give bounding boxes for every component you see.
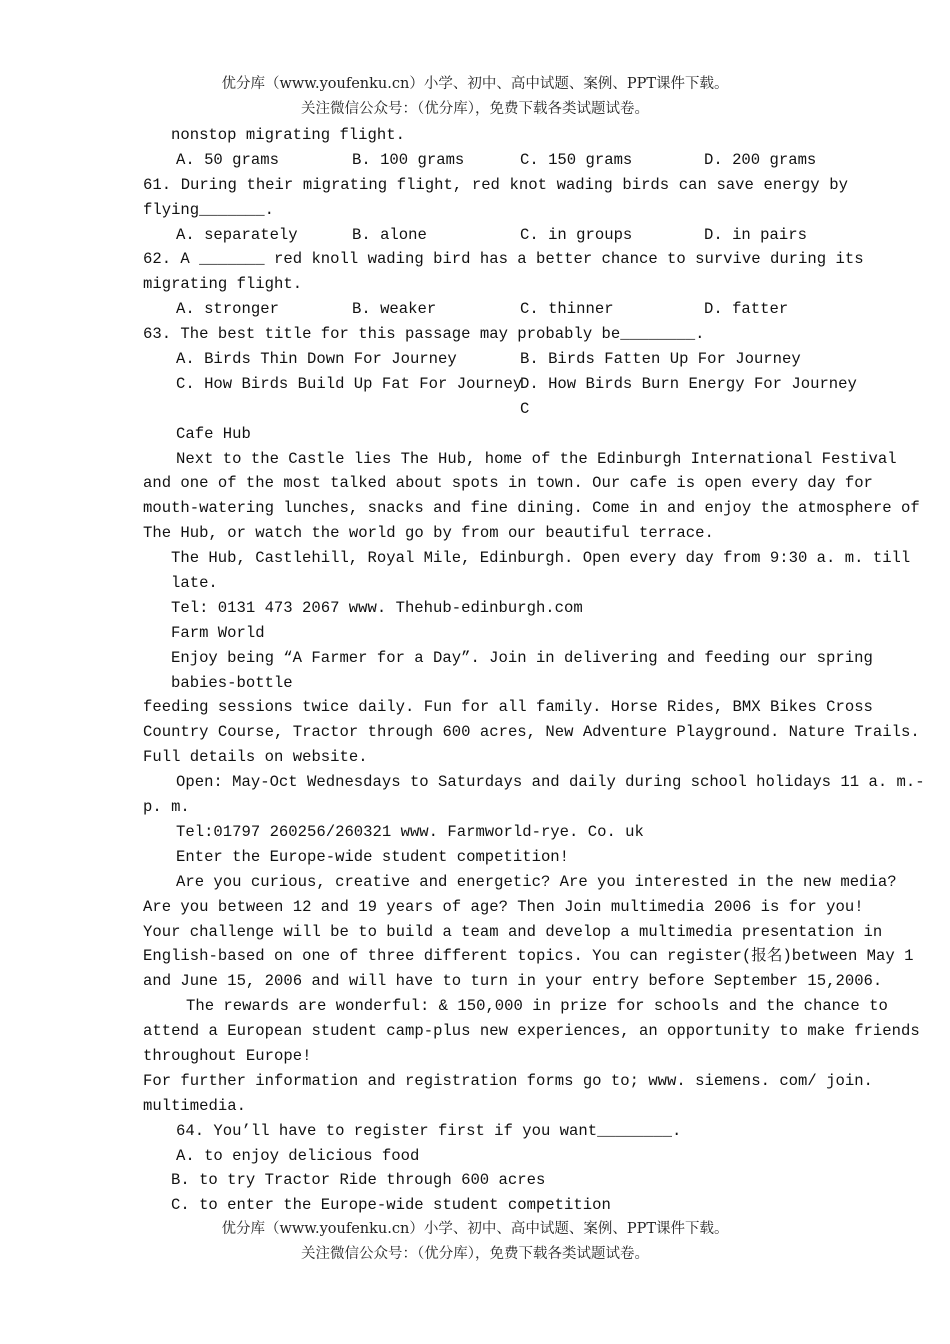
q62-stem-line-2: migrating flight.	[143, 275, 303, 294]
cafe-para-line-2: and one of the most talked about spots in town. Our cafe is open every day for	[143, 474, 873, 493]
cafe-address-line-1: The Hub, Castlehill, Royal Mile, Edinburgh. Open every day from 9:30 a. m. till	[171, 549, 911, 568]
comp-line-8: throughout Europe!	[143, 1046, 312, 1065]
q61-stem-line-2: flying_______.	[143, 200, 275, 219]
q60-options	[143, 148, 848, 173]
comp-line-7: attend a European student camp-plus new experiences, an opportunity to make friends	[143, 1022, 920, 1041]
q64-stem: 64. You’ll have to register first if you want________.	[176, 1121, 682, 1140]
cafe-tel: Tel: 0131 473 2067 www. Thehub-edinburgh.com	[171, 598, 583, 617]
q61-option-b: B. alone	[352, 225, 427, 244]
comp-line-1: Are you curious, creative and energetic? Are you interested in the new media?	[176, 872, 897, 891]
section-c-label: C	[520, 399, 530, 418]
cafe-para-line-3: mouth-watering lunches, snacks and fine dining. Come in and enjoy the atmosphere of	[143, 499, 920, 518]
header-line-1: 优分库（www.youfenku.cn）小学、初中、高中试题、案例、PPT课件下载。	[221, 76, 729, 92]
cafe-para-line-4: The Hub, or watch the world go by from our beautiful terrace.	[143, 524, 714, 543]
document-body	[143, 123, 925, 1218]
footer-line-1: 优分库（www.youfenku.cn）小学、初中、高中试题、案例、PPT课件下载。	[221, 1221, 729, 1237]
farm-line-4: Country Course, Tractor through 600 acres, New Adventure Playground. Nature Trails.	[143, 723, 920, 742]
page-header	[0, 72, 950, 122]
q62-stem-line-1: 62. A _______ red knoll wading bird has a better chance to survive during its	[143, 250, 864, 269]
farm-line-1: Enjoy being “A Farmer for a Day”. Join in delivering and feeding our spring	[171, 648, 873, 667]
q64-option-b: B. to try Tractor Ride through 600 acres	[171, 1171, 546, 1190]
q63-option-b: B. Birds Fatten Up For Journey	[520, 350, 801, 369]
comp-line-3: Your challenge will be to build a team and develop a multimedia presentation in	[143, 922, 883, 941]
q63-stem: 63. The best title for this passage may probably be________.	[143, 325, 705, 344]
q63-options-row-2	[143, 372, 857, 397]
q62-option-b: B. weaker	[352, 300, 437, 319]
cafe-title: Cafe Hub	[176, 424, 251, 443]
cafe-address-line-2: late.	[171, 574, 218, 593]
q60-option-c: C. 150 grams	[520, 150, 633, 169]
comp-line-4: English-based on one of three different topics. You can register(报名)between May 1	[143, 947, 914, 966]
q61-option-a: A. separately	[176, 225, 298, 244]
q60-option-d: D. 200 grams	[704, 150, 817, 169]
cafe-para-line-1: Next to the Castle lies The Hub, home of the Edinburgh International Festival	[176, 449, 897, 468]
q61-option-d: D. in pairs	[704, 225, 807, 244]
comp-line-10: multimedia.	[143, 1096, 246, 1115]
footer-line-2: 关注微信公众号：（优分库），免费下载各类试题试卷。	[301, 1246, 649, 1262]
farm-open-line-2: p. m.	[143, 798, 190, 817]
comp-line-9: For further information and registration forms go to; www. siemens. com/ join.	[143, 1071, 873, 1090]
q61-option-c: C. in groups	[520, 225, 633, 244]
farm-title: Farm World	[171, 623, 265, 642]
q61-options	[143, 223, 848, 248]
farm-line-3: feeding sessions twice daily. Fun for all family. Horse Rides, BMX Bikes Cross	[143, 698, 873, 717]
section-c-row	[143, 397, 848, 422]
comp-line-5: and June 15, 2006 and will have to turn in your entry before September 15,2006.	[143, 972, 883, 991]
page-footer	[0, 1217, 950, 1267]
farm-line-5: Full details on website.	[143, 748, 368, 767]
q61-stem-line-1: 61. During their migrating flight, red knot wading birds can save energy by	[143, 175, 848, 194]
q64-option-c: C. to enter the Europe-wide student competition	[171, 1196, 611, 1215]
comp-line-2: Are you between 12 and 19 years of age? Then Join multimedia 2006 is for you!	[143, 897, 864, 916]
q64-option-a: A. to enjoy delicious food	[176, 1146, 420, 1165]
q60-option-b: B. 100 grams	[352, 150, 465, 169]
q62-options	[143, 297, 848, 322]
q63-options-row-1	[143, 347, 848, 372]
farm-open-line-1: Open: May-Oct Wednesdays to Saturdays and daily during school holidays 11 a. m.-	[176, 773, 925, 792]
q62-option-c: C. thinner	[520, 300, 614, 319]
farm-line-2: babies-bottle	[171, 673, 293, 692]
header-line-2: 关注微信公众号：（优分库），免费下载各类试题试卷。	[301, 101, 649, 117]
comp-line-6: The rewards are wonderful: & 150,000 in prize for schools and the chance to	[186, 997, 888, 1016]
q60-tail: nonstop migrating flight.	[171, 126, 405, 144]
q63-option-a: A. Birds Thin Down For Journey	[176, 350, 457, 369]
q62-option-d: D. fatter	[704, 300, 789, 319]
q62-option-a: A. stronger	[176, 300, 279, 319]
q63-option-d: D. How Birds Burn Energy For Journey	[520, 374, 857, 393]
q63-option-c: C. How Birds Build Up Fat For Journey	[176, 374, 523, 393]
comp-title: Enter the Europe-wide student competition!	[176, 847, 570, 866]
farm-tel: Tel:01797 260256/260321 www. Farmworld-rye. Co. uk	[176, 822, 644, 841]
q60-option-a: A. 50 grams	[176, 150, 279, 169]
